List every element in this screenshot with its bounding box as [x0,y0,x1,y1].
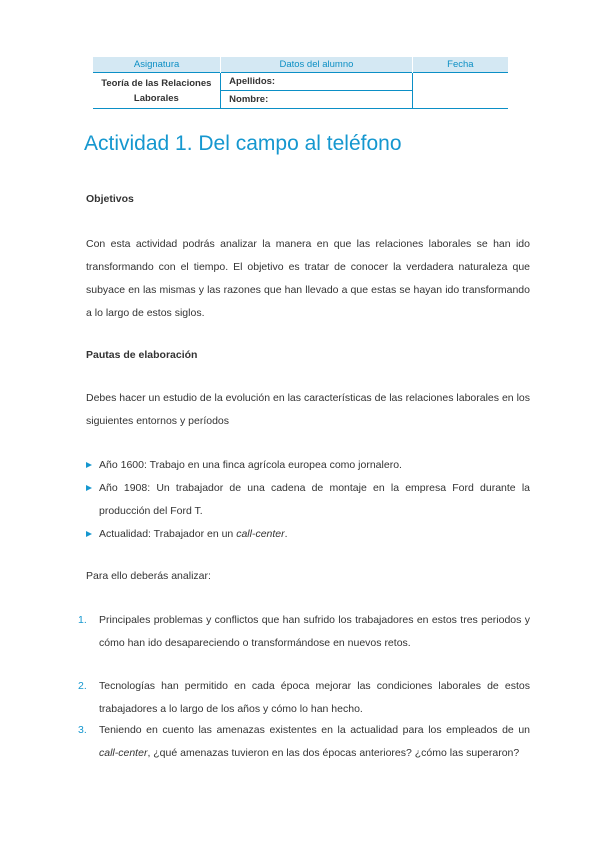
student-column-header: Datos del alumno [221,57,413,73]
item-number: 3. [78,724,87,736]
analyze-intro: Para ello deberás analizar: [86,570,211,582]
numbered-item [78,675,530,721]
list-item: Año 1908: Un trabajador de una cadena de montaje en la empresa Ford durante la producción del Ford T. [86,477,530,523]
periods-list [86,454,530,546]
subject-value: Teoría de las Relaciones Laborales [93,73,221,109]
objectives-heading: Objetivos [86,193,134,205]
date-value [412,73,508,109]
item-text: Tecnologías han permitido en cada época mejorar las condiciones laborales de estos trabajadores a lo largo de los años y cómo lo han hecho. [99,680,530,715]
item-number: 1. [78,614,87,626]
list-item: Actualidad: Trabajador en un call-center. [86,523,530,546]
numbered-item [78,609,530,655]
subject-column-header: Asignatura [93,57,221,73]
objectives-text: Con esta actividad podrás analizar la manera en que las relaciones laborales se han ido transformando con el tiempo. El objetivo es tratar de conocer la verdadera naturaleza que subyace en las mismas y las razones que han llevado a que estas se hayan ido transformando a lo largo de estos siglos. [86,238,530,319]
item-text: Principales problemas y conflictos que han sufrido los trabajadores en estos tres periodos y cómo han ido desapareciendo o transformándose en nuevos retos. [99,614,530,649]
page-title: Actividad 1. Del campo al teléfono [84,132,402,155]
list-item: Año 1600: Trabajo en una finca agrícola europea como jornalero. [86,454,530,477]
item-text: Teniendo en cuento las amenazas existentes en la actualidad para los empleados de un call-center, ¿qué amenazas tuvieron en las dos épocas anteriores? ¿cómo las superaron? [99,724,530,759]
name-field: Nombre: [221,91,413,109]
header-table [92,57,508,109]
guidelines-intro: Debes hacer un estudio de la evolución en las características de las relaciones laborales en los siguientes entornos y períodos [86,392,530,427]
item-number: 2. [78,680,87,692]
triangle-bullet-icon [86,485,92,491]
guidelines-heading: Pautas de elaboración [86,349,198,361]
numbered-item [78,719,530,765]
surname-field: Apellidos: [221,73,413,91]
date-column-header: Fecha [412,57,508,73]
triangle-bullet-icon [86,531,92,537]
triangle-bullet-icon [86,462,92,468]
